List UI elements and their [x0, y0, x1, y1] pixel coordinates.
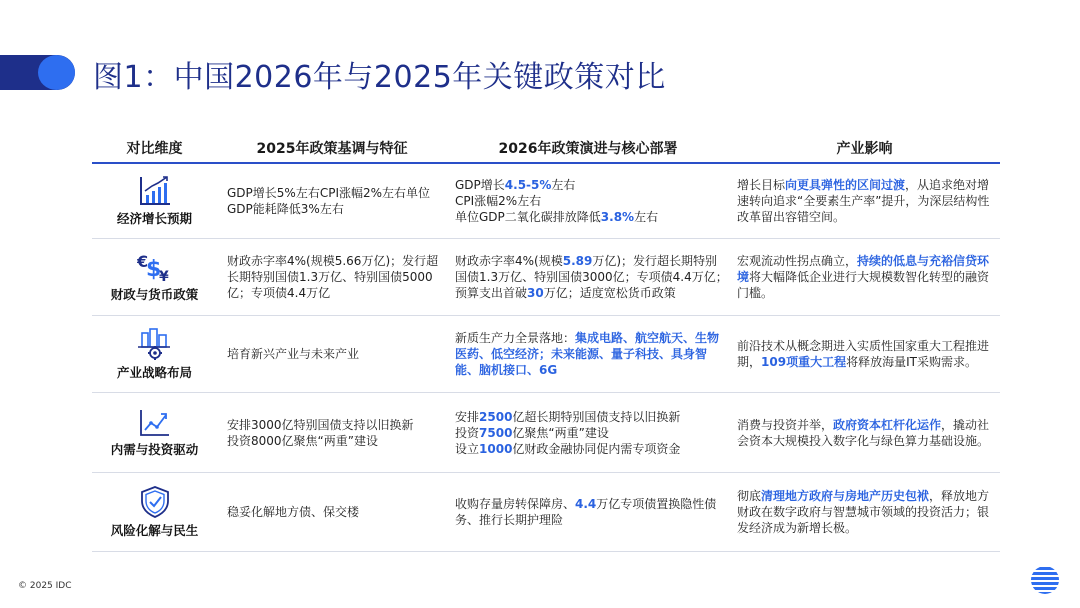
- cell-2025-text: [227, 417, 414, 449]
- dimension-cell: [92, 473, 217, 551]
- body-text: 前沿技术从概念期进入实质性国家重大工程推进期，: [737, 339, 990, 369]
- table-header: [92, 134, 1000, 164]
- dimension-cell: [92, 239, 217, 315]
- cell-impact: [729, 473, 1000, 551]
- investment-trend-icon: [138, 408, 172, 438]
- cell-2025-text: [227, 185, 447, 217]
- highlight-text: 7500: [479, 425, 513, 440]
- header-2026: 2026年政策演进与核心部署: [498, 141, 678, 157]
- body-text: 将释放海量IT采购需求。: [846, 355, 977, 369]
- body-text: ，撬动社会资本大规模投入数字化与绿色算力基础设施。: [737, 417, 990, 448]
- body-text: 培育新兴产业与未来产业: [227, 347, 360, 361]
- table-row: [92, 473, 1000, 552]
- idc-logo-icon: [1030, 565, 1060, 595]
- cell-2025: [217, 393, 447, 472]
- body-text: GDP增长: [455, 178, 505, 192]
- cell-2025: [217, 164, 447, 238]
- body-text: 宏观流动性拐点确立，: [737, 254, 858, 268]
- cell-impact: [729, 239, 1000, 315]
- body-text: 万亿；适度宽松货币政策: [543, 286, 676, 300]
- dimension-label: 内需与投资驱动: [110, 441, 199, 457]
- highlight-text: 30: [527, 286, 544, 300]
- svg-text:¥: ¥: [158, 269, 169, 283]
- cell-2025-text: [227, 253, 447, 301]
- dimension-label: 财政与货币政策: [110, 287, 199, 302]
- highlight-text: 政府资本杠杆化运作: [833, 417, 942, 432]
- body-text: 安排: [455, 409, 480, 424]
- cell-2026-text: [455, 330, 729, 378]
- body-text: 投资8000亿聚焦“两重”建设: [227, 433, 378, 448]
- dimension-label: 产业战略布局: [116, 365, 192, 380]
- cell-2025: [217, 239, 447, 315]
- cell-impact-text: [737, 253, 1000, 301]
- cell-impact-text: [737, 338, 1000, 370]
- cell-2025: [217, 473, 447, 551]
- cell-2026: [447, 164, 729, 238]
- cell-2026-text: [455, 253, 729, 301]
- cell-2025-text: [227, 504, 359, 520]
- body-text: 左右: [634, 210, 659, 224]
- cell-2025: [217, 316, 447, 392]
- table-row: [92, 164, 1000, 239]
- cell-impact: [729, 393, 1000, 472]
- title-accent-dot: [38, 55, 75, 90]
- highlight-text: 3.8%: [600, 210, 635, 224]
- body-text: 单位GDP能耗降低3%左右: [227, 186, 431, 216]
- body-text: 消费与投资并举，: [737, 417, 834, 432]
- page-title: 图1：中国2026年与2025年关键政策对比: [93, 60, 666, 95]
- body-text: 单位GDP二氧化碳排放降低: [455, 210, 601, 224]
- table-row: [92, 239, 1000, 316]
- dimension-cell: [92, 316, 217, 392]
- table-row: [92, 316, 1000, 393]
- cell-2026-text: [455, 409, 680, 457]
- body-text: 亿财政金融协同促内需专项资金: [512, 441, 681, 456]
- svg-text:$: $: [145, 257, 161, 282]
- highlight-text: 4.5-5%: [504, 178, 552, 192]
- cell-impact-text: [737, 488, 1000, 536]
- body-text: 投资: [455, 425, 480, 440]
- body-text: 增长目标: [737, 178, 786, 192]
- body-text: ，释放地方财政在数字政府与智慧城市领域的投资活力；银发经济成为新增长极。: [737, 489, 990, 535]
- body-text: 亿超长期特别国债支持以旧换新: [512, 409, 681, 424]
- body-text: 财政赤字率4%(规模5.66万亿)；发行超长期特别国债1.3万亿、特别国债5000亿；专项债4.4万亿: [227, 254, 439, 300]
- cell-impact-text: [737, 177, 1000, 225]
- copyright-footer: © 2025 IDC: [18, 581, 72, 591]
- dimension-cell: [92, 164, 217, 238]
- growth-chart-icon: [138, 175, 172, 207]
- highlight-text: 4.4: [575, 497, 597, 511]
- cell-2025-text: [227, 346, 359, 362]
- body-text: CPI涨幅2%左右: [319, 186, 407, 200]
- body-text: GDP增长5%左右: [227, 186, 320, 200]
- highlight-text: 集成电路、航空航天、生物医药、低空经济；未来能源、量子科技、具身智能、脑机接口、6G: [455, 331, 720, 377]
- policy-comparison-table: [92, 134, 1000, 552]
- highlight-text: 2500: [479, 409, 513, 424]
- body-text: CPI涨幅2%左右: [455, 194, 542, 208]
- cell-impact: [729, 316, 1000, 392]
- header-2025: 2025年政策基调与特征: [256, 141, 408, 157]
- cell-2026: [447, 239, 729, 315]
- shield-check-icon: [139, 485, 171, 519]
- body-text: ，从追求绝对增速转向追求“全要素生产率”提升，为深层结构性改革留出容错空间。: [737, 178, 990, 224]
- dimension-label: 经济增长预期: [116, 211, 192, 226]
- body-text: 收购存量房转保障房、: [455, 497, 576, 511]
- highlight-text: 向更具弹性的区间过渡: [785, 178, 906, 192]
- body-text: 左右: [551, 178, 576, 192]
- highlight-text: 持续的低息与充裕信贷环境: [737, 254, 990, 284]
- svg-text:€: €: [136, 252, 148, 271]
- body-text: 安排3000亿特别国债支持以旧换新: [227, 417, 414, 432]
- body-text: 彻底: [737, 489, 762, 503]
- header-impact: 产业影响: [836, 141, 893, 157]
- body-text: 设立: [455, 441, 480, 456]
- dimension-cell: [92, 393, 217, 472]
- highlight-text: 5.89: [562, 254, 593, 268]
- cell-2026: [447, 393, 729, 472]
- body-text: 万亿专项债置换隐性债务、推行长期护理险: [455, 497, 717, 527]
- highlight-text: 1000: [479, 441, 513, 456]
- highlight-text: 109项重大工程: [761, 355, 847, 369]
- cell-2026-text: [455, 496, 729, 528]
- body-text: 亿聚焦“两重”建设: [512, 425, 609, 440]
- body-text: 万亿)；发行超长期特别国债1.3万亿、特别国债3000亿；专项债4.4万亿；预算支出首破: [455, 254, 728, 300]
- body-text: 将大幅降低企业进行大规模数智化转型的融资门槛。: [737, 270, 990, 300]
- cell-2026: [447, 473, 729, 551]
- highlight-text: 清理地方政府与房地产历史包袱: [761, 489, 930, 503]
- cell-impact-text: [737, 417, 1000, 449]
- cell-2026-text: [455, 177, 658, 225]
- dimension-label: 风险化解与民生: [110, 523, 199, 538]
- cell-impact: [729, 164, 1000, 238]
- cell-2026: [447, 316, 729, 392]
- table-row: [92, 393, 1000, 473]
- body-text: 新质生产力全景落地：: [455, 331, 576, 345]
- currency-icon: [137, 251, 173, 283]
- body-text: 稳妥化解地方债、保交楼: [227, 505, 360, 519]
- header-dimension: 对比维度: [126, 141, 183, 157]
- body-text: 财政赤字率4%(规模: [455, 254, 563, 268]
- industry-gear-icon: [136, 327, 174, 361]
